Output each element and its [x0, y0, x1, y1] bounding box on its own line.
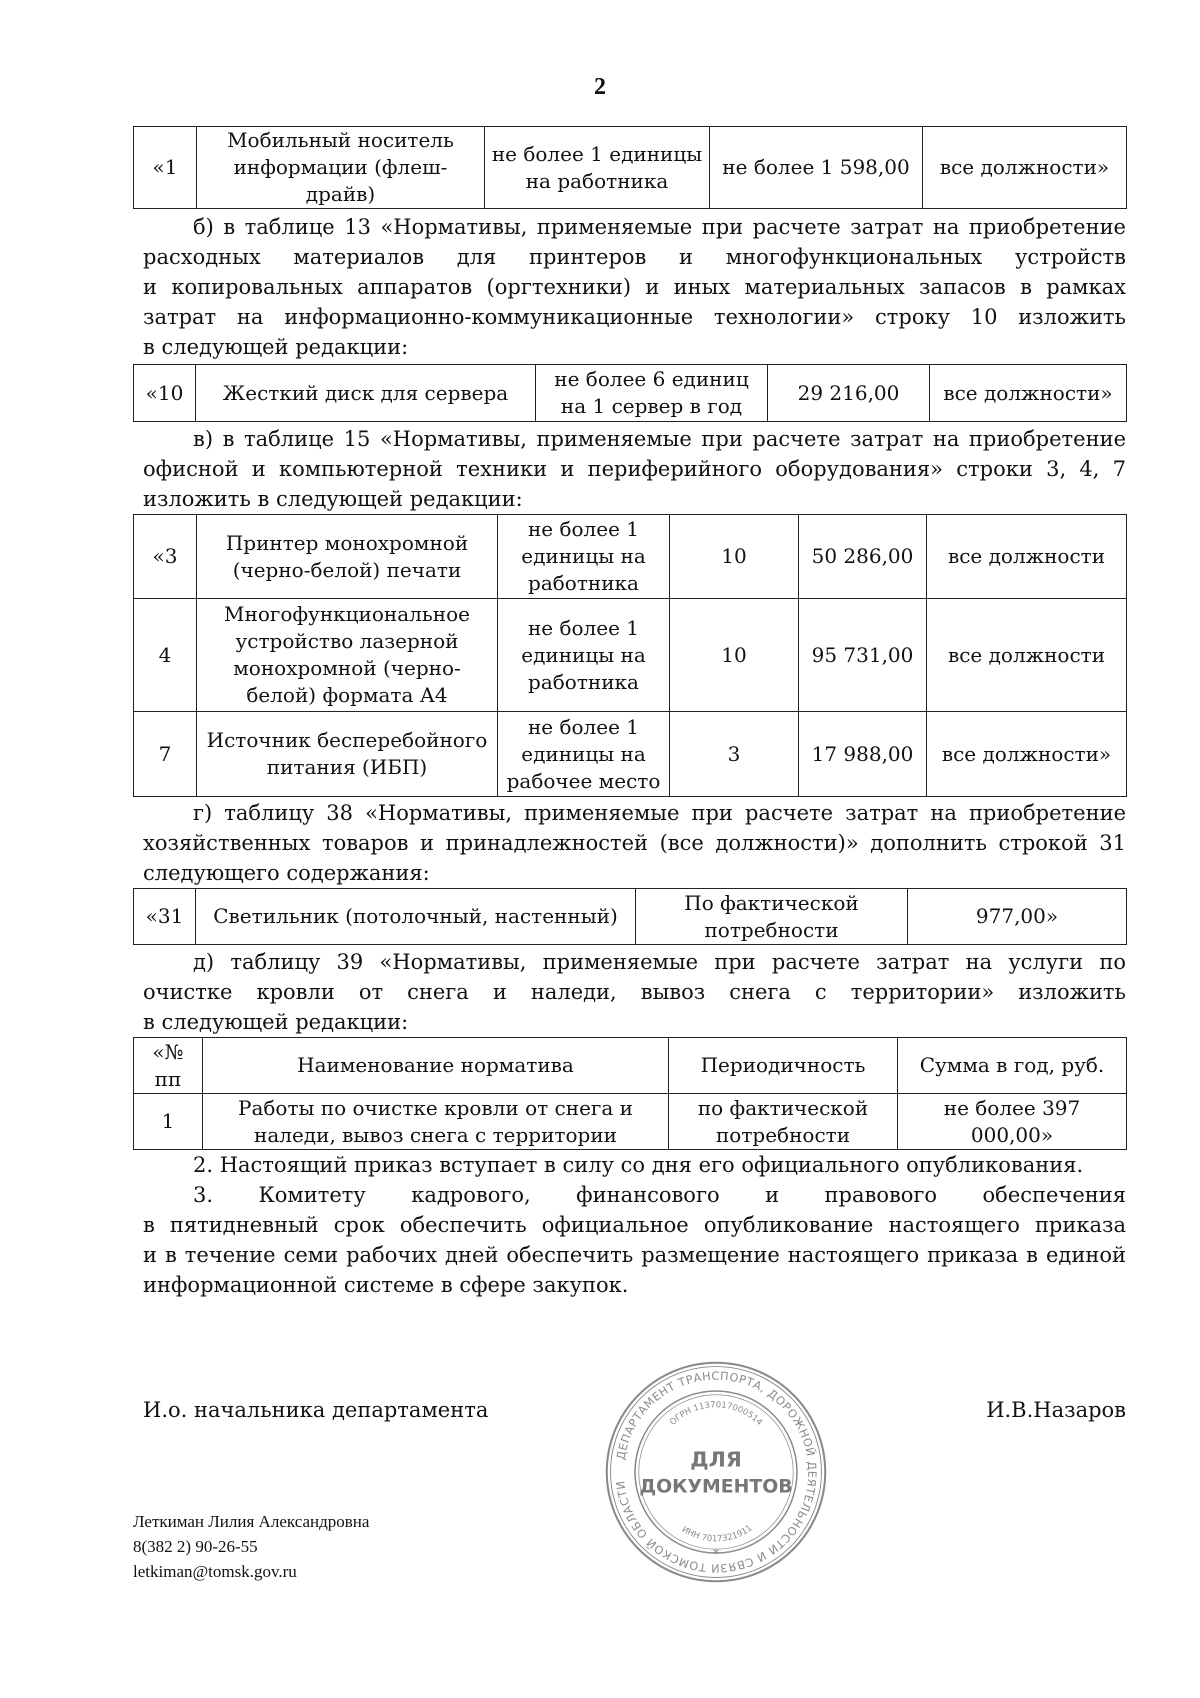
table-cell: «1: [134, 127, 197, 209]
stamp-seal: [603, 1359, 829, 1585]
page-number: 2: [594, 74, 606, 100]
text-line: и копировальных аппаратов (оргтехники) и иных материальных запасов в рамках: [143, 275, 1126, 299]
table-cell: 10: [670, 599, 799, 712]
table-row: [134, 889, 1127, 945]
stamp-line-1: ДЛЯ: [690, 1447, 742, 1472]
table-header-cell: Наименование норматива: [203, 1038, 669, 1094]
table-row: [134, 712, 1127, 797]
table-office-equipment: [133, 514, 1127, 797]
signature-position: И.о. начальника департамента: [143, 1398, 489, 1422]
paragraph-g: [143, 798, 1126, 888]
table-cell: 17 988,00: [799, 712, 927, 797]
table-cell: По фактической потребности: [636, 889, 908, 945]
text-line: 2. Настоящий приказ вступает в силу со дня его официального опубликования.: [193, 1153, 1084, 1177]
stamp-ring-text: ДЕПАРТАМЕНТ ТРАНСПОРТА, ДОРОЖНОЙ ДЕЯТЕЛЬНОСТИ И СВЯЗИ ТОМСКОЙ ОБЛАСТИ: [614, 1369, 819, 1575]
stamp-inn: ИНН 7017321911: [680, 1522, 754, 1544]
table-cell: 1: [134, 1094, 203, 1150]
paragraph-v: [143, 424, 1126, 514]
stamp-ogrn: ОГРН 1137017000514: [667, 1399, 765, 1428]
table-cell: Источник бесперебойного питания (ИБП): [197, 712, 498, 797]
table-cell: Мобильный носитель информации (флеш-драйв): [197, 127, 485, 209]
table-row: [134, 1094, 1127, 1150]
text-line: и в течение семи рабочих дней обеспечить размещение настоящего приказа в единой: [143, 1243, 1126, 1267]
text-line: изложить в следующей редакции:: [143, 487, 523, 511]
text-line: затрат на информационно-коммуникационные технологии» строку 10 изложить: [143, 305, 1126, 329]
table-cell: не более 1 598,00: [710, 127, 923, 209]
svg-text:ИНН 7017321911: [680, 1523, 753, 1544]
stamp-line-2: ДОКУМЕНТОВ: [639, 1476, 793, 1498]
table-cell: Светильник (потолочный, настенный): [196, 889, 636, 945]
text-line: очистке кровли от снега и наледи, вывоз снега с территории» изложить: [143, 980, 1126, 1004]
table-cell: Принтер монохромной (черно-белой) печати: [197, 515, 498, 599]
table-cell: 10: [670, 515, 799, 599]
text-line: в следующей редакции:: [143, 1010, 409, 1034]
table-row: [134, 127, 1127, 209]
table-cell: 7: [134, 712, 197, 797]
table-cell: не более 1 единицы на работника: [498, 599, 670, 712]
text-line: в пятидневный срок обеспечить официальное опубликование настоящего приказа: [143, 1213, 1126, 1237]
table-cell: не более 1 единицы на работника: [498, 515, 670, 599]
table-server-disk: [133, 364, 1127, 422]
text-line: в) в таблице 15 «Нормативы, применяемые при расчете затрат на приобретение: [193, 427, 1126, 451]
contact-name: Леткиман Лилия Александровна: [133, 1512, 370, 1531]
table-header-row: [134, 1038, 1127, 1094]
table-row: [134, 365, 1127, 422]
text-line: расходных материалов для принтеров и многофункциональных устройств: [143, 245, 1126, 269]
table-cell: Многофункциональное устройство лазерной монохромной (черно-белой) формата А4: [197, 599, 498, 712]
contacts-block: [133, 1509, 369, 1584]
table-header-cell: Периодичность: [669, 1038, 898, 1094]
paragraph-b: [143, 212, 1126, 362]
table-cell: все должности»: [923, 127, 1127, 209]
table-cell: 95 731,00: [799, 599, 927, 712]
table-cell: 29 216,00: [768, 365, 930, 422]
table-lamp: [133, 888, 1127, 945]
table-cell: 977,00»: [908, 889, 1127, 945]
contact-phone: 8(382 2) 90-26-55: [133, 1537, 258, 1556]
text-line: д) таблицу 39 «Нормативы, применяемые при расчете затрат на услуги по: [193, 950, 1126, 974]
table-roof-cleaning: [133, 1037, 1127, 1150]
text-line: 3. Комитету кадрового, финансового и правового обеспечения: [193, 1183, 1126, 1207]
table-mobile-storage: [133, 126, 1127, 209]
table-header-cell: Сумма в год, руб.: [898, 1038, 1127, 1094]
table-cell: 3: [670, 712, 799, 797]
table-cell: по фактической потребности: [669, 1094, 898, 1150]
text-line: г) таблицу 38 «Нормативы, применяемые при расчете затрат на приобретение: [193, 801, 1126, 825]
text-line: следующего содержания:: [143, 861, 430, 885]
table-cell: не более 1 единицы на рабочее место: [498, 712, 670, 797]
table-row: [134, 599, 1127, 712]
text-line: б) в таблице 13 «Нормативы, применяемые при расчете затрат на приобретение: [193, 215, 1126, 239]
table-cell: 50 286,00: [799, 515, 927, 599]
text-line: офисной и компьютерной техники и периферийного оборудования» строки 3, 4, 7: [143, 457, 1126, 481]
table-cell: Жесткий диск для сервера: [196, 365, 536, 422]
table-cell: Работы по очистке кровли от снега и наледи, вывоз снега с территории: [203, 1094, 669, 1150]
text-line: информационной системе в сфере закупок.: [143, 1273, 629, 1297]
contact-email: letkiman@tomsk.gov.ru: [133, 1562, 297, 1581]
signature-name: И.В.Назаров: [986, 1398, 1126, 1422]
text-line: хозяйственных товаров и принадлежностей (все должности)» дополнить строкой 31: [143, 831, 1126, 855]
text-line: в следующей редакции:: [143, 335, 409, 359]
table-cell: все должности»: [930, 365, 1127, 422]
table-header-cell: «№ пп: [134, 1038, 203, 1094]
table-row: [134, 515, 1127, 599]
svg-text:ОГРН 1137017000514: [667, 1399, 764, 1427]
table-cell: все должности»: [927, 712, 1127, 797]
paragraph-2: [143, 1150, 1126, 1180]
table-cell: не более 1 единицы на работника: [485, 127, 710, 209]
table-cell: 4: [134, 599, 197, 712]
table-cell: «31: [134, 889, 196, 945]
table-cell: не более 397 000,00»: [898, 1094, 1127, 1150]
paragraph-d: [143, 947, 1126, 1037]
table-cell: не более 6 единиц на 1 сервер в год: [536, 365, 768, 422]
paragraph-3: [143, 1180, 1126, 1300]
table-cell: «10: [134, 365, 196, 422]
table-cell: все должности: [927, 599, 1127, 712]
table-cell: «3: [134, 515, 197, 599]
stamp-star: *: [712, 1547, 720, 1563]
table-cell: все должности: [927, 515, 1127, 599]
